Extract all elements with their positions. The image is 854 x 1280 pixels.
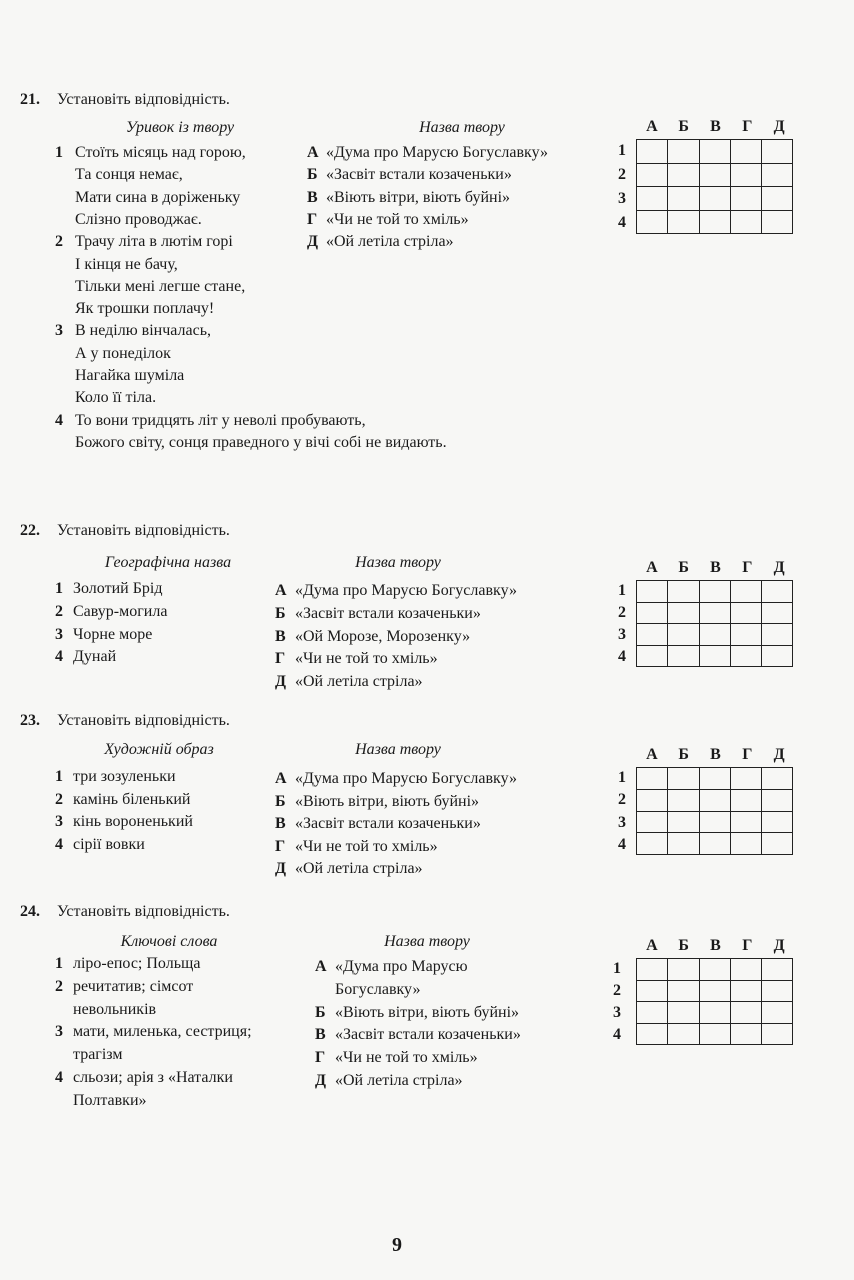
answer-grid-row-label: 2 bbox=[618, 166, 626, 183]
answer-cell[interactable] bbox=[730, 140, 761, 164]
answer-cell[interactable] bbox=[730, 602, 761, 624]
answer-cell[interactable] bbox=[637, 768, 668, 790]
left-item-text: сльози; арія з «Наталки bbox=[73, 1069, 233, 1086]
answer-grid-column-label: Д bbox=[773, 937, 785, 954]
right-item-letter: В bbox=[275, 815, 286, 833]
answer-cell[interactable] bbox=[730, 959, 761, 981]
answer-cell[interactable] bbox=[699, 1002, 730, 1024]
left-item-number: 4 bbox=[55, 1069, 63, 1086]
left-item-text: І кінця не бачу, bbox=[75, 255, 178, 273]
answer-cell[interactable] bbox=[699, 163, 730, 187]
answer-grid-row-label: 2 bbox=[618, 791, 626, 809]
question-number: 21. bbox=[20, 91, 40, 108]
left-item-number: 2 bbox=[55, 977, 63, 995]
left-item-text: Полтавки» bbox=[73, 1091, 147, 1109]
right-item-letter: В bbox=[315, 1026, 326, 1044]
right-item-text: «Дума про Марусю Богуславку» bbox=[295, 770, 517, 787]
answer-cell[interactable] bbox=[637, 624, 668, 646]
right-item-text: «Чи не той то хміль» bbox=[335, 1049, 478, 1067]
answer-cell[interactable] bbox=[637, 1002, 668, 1024]
answer-cell[interactable] bbox=[699, 833, 730, 855]
answer-cell[interactable] bbox=[699, 768, 730, 790]
answer-cell[interactable] bbox=[730, 581, 761, 603]
answer-cell[interactable] bbox=[730, 187, 761, 211]
left-item-text: Золотий Брід bbox=[73, 580, 163, 597]
left-item-text: кінь вороненький bbox=[73, 813, 193, 831]
answer-cell[interactable] bbox=[668, 602, 699, 624]
right-item-letter: Д bbox=[307, 233, 319, 251]
right-item-letter: Б bbox=[315, 1003, 326, 1021]
answer-grid-row-label: 4 bbox=[618, 648, 626, 665]
answer-grid-column-label: В bbox=[710, 118, 721, 135]
answer-cell[interactable] bbox=[668, 645, 699, 667]
answer-grid-column-label: Г bbox=[742, 937, 753, 954]
answer-cell[interactable] bbox=[699, 581, 730, 603]
left-item-number: 2 bbox=[55, 790, 63, 808]
answer-cell[interactable] bbox=[730, 833, 761, 855]
right-item-text: «Засвіт встали козаченьки» bbox=[295, 604, 481, 622]
right-column-header: Назва твору bbox=[355, 554, 441, 571]
answer-cell[interactable] bbox=[699, 187, 730, 211]
answer-grid-column-label: В bbox=[710, 937, 721, 954]
answer-grid-column-label: Г bbox=[742, 559, 753, 576]
left-item-text: То вони тридцять літ у неволі пробувають, bbox=[75, 411, 366, 429]
answer-cell[interactable] bbox=[668, 163, 699, 187]
right-item-letter: В bbox=[307, 188, 318, 206]
answer-cell[interactable] bbox=[730, 645, 761, 667]
answer-grid-column-label: А bbox=[646, 559, 658, 576]
right-item-text: «Ой летіла стріла» bbox=[295, 673, 423, 691]
left-item-number: 4 bbox=[55, 411, 63, 429]
answer-grid-column-label: Б bbox=[678, 118, 689, 135]
answer-cell[interactable] bbox=[699, 959, 730, 981]
right-item-text: «Ой летіла стріла» bbox=[326, 233, 454, 251]
answer-grid-row-label: 1 bbox=[613, 960, 621, 977]
left-item-number: 1 bbox=[55, 768, 63, 785]
answer-grid-row-label: 3 bbox=[618, 190, 626, 207]
right-column-header: Назва твору bbox=[355, 741, 441, 758]
answer-cell[interactable] bbox=[762, 624, 793, 646]
right-item-letter: В bbox=[275, 627, 286, 645]
answer-grid-column-label: А bbox=[646, 937, 658, 954]
left-item-text: Коло її тіла. bbox=[75, 389, 157, 407]
right-item-letter: Б bbox=[275, 604, 286, 622]
answer-cell[interactable] bbox=[762, 581, 793, 603]
left-item-text: Стоїть місяць над горою, bbox=[75, 144, 246, 161]
answer-cell[interactable] bbox=[762, 1023, 793, 1045]
answer-cell[interactable] bbox=[668, 789, 699, 811]
left-item-number: 2 bbox=[55, 233, 63, 251]
answer-cell[interactable] bbox=[668, 811, 699, 833]
answer-cell[interactable] bbox=[637, 811, 668, 833]
right-item-text: «Дума про Марусю bbox=[335, 958, 468, 975]
answer-cell[interactable] bbox=[637, 602, 668, 624]
answer-cell[interactable] bbox=[730, 811, 761, 833]
left-item-text: камінь біленький bbox=[73, 790, 191, 808]
answer-cell[interactable] bbox=[762, 811, 793, 833]
right-item-letter: Д bbox=[315, 1072, 327, 1089]
answer-grid-column-label: В bbox=[710, 746, 721, 763]
right-item-text: Богуславку» bbox=[335, 980, 421, 998]
answer-cell[interactable] bbox=[637, 1023, 668, 1045]
right-column-header: Назва твору bbox=[384, 933, 470, 950]
right-item-text: «Віють вітри, віють буйні» bbox=[326, 188, 511, 206]
left-item-text: три зозуленьки bbox=[73, 768, 176, 785]
left-item-text: Слізно проводжає. bbox=[75, 210, 202, 228]
answer-cell[interactable] bbox=[762, 140, 793, 164]
answer-grid-row-label: 3 bbox=[618, 813, 626, 831]
answer-cell[interactable] bbox=[637, 140, 668, 164]
answer-cell[interactable] bbox=[762, 1002, 793, 1024]
right-item-letter: Г bbox=[275, 837, 286, 855]
answer-cell[interactable] bbox=[730, 789, 761, 811]
answer-cell[interactable] bbox=[668, 959, 699, 981]
answer-cell[interactable] bbox=[730, 1023, 761, 1045]
answer-grid-row-label: 4 bbox=[618, 214, 626, 231]
answer-cell[interactable] bbox=[668, 1002, 699, 1024]
left-column-header: Географічна назва bbox=[104, 554, 232, 571]
answer-cell[interactable] bbox=[762, 789, 793, 811]
right-item-letter: А bbox=[275, 582, 287, 599]
answer-grid-row-label: 2 bbox=[618, 604, 626, 621]
answer-cell[interactable] bbox=[637, 210, 668, 234]
answer-cell[interactable] bbox=[762, 959, 793, 981]
right-item-letter: Б bbox=[307, 166, 318, 184]
answer-cell[interactable] bbox=[762, 163, 793, 187]
answer-grid-column-label: А bbox=[646, 746, 658, 763]
right-item-letter: А bbox=[275, 770, 287, 787]
answer-cell[interactable] bbox=[668, 833, 699, 855]
answer-cell[interactable] bbox=[668, 980, 699, 1002]
right-item-text: «Ой летіла стріла» bbox=[335, 1072, 463, 1089]
left-item-text: ліро-епос; Польща bbox=[73, 955, 201, 972]
right-item-text: «Ой летіла стріла» bbox=[295, 860, 423, 878]
answer-grid-row-label: 1 bbox=[618, 769, 626, 787]
left-item-text: Тільки мені легше стане, bbox=[75, 277, 246, 295]
answer-cell[interactable] bbox=[730, 163, 761, 187]
answer-cell[interactable] bbox=[699, 789, 730, 811]
left-item-text: Мати сина в доріженьку bbox=[75, 188, 241, 206]
left-item-text: Як трошки поплачу! bbox=[75, 300, 215, 318]
question-instruction: Установіть відповідність. bbox=[57, 712, 230, 729]
right-item-letter: Г bbox=[307, 210, 318, 228]
answer-cell[interactable] bbox=[730, 1002, 761, 1024]
right-item-text: «Віють вітри, віють буйні» bbox=[335, 1003, 520, 1021]
answer-grid-column-label: В bbox=[710, 559, 721, 576]
left-item-number: 1 bbox=[55, 144, 63, 161]
answer-cell[interactable] bbox=[668, 1023, 699, 1045]
answer-cell[interactable] bbox=[637, 980, 668, 1002]
answer-grid-row-label: 3 bbox=[613, 1004, 621, 1021]
question-number: 24. bbox=[20, 903, 40, 920]
left-item-number: 3 bbox=[55, 1023, 63, 1041]
left-item-text: Дунай bbox=[73, 648, 117, 666]
answer-cell[interactable] bbox=[699, 645, 730, 667]
right-item-text: «Засвіт встали козаченьки» bbox=[326, 166, 512, 184]
answer-grid[interactable] bbox=[636, 958, 793, 1045]
question-instruction: Установіть відповідність. bbox=[57, 522, 230, 539]
answer-cell[interactable] bbox=[699, 624, 730, 646]
answer-cell[interactable] bbox=[668, 140, 699, 164]
answer-cell[interactable] bbox=[637, 163, 668, 187]
answer-grid-column-label: Б bbox=[678, 746, 689, 763]
left-item-text: сірії вовки bbox=[73, 835, 145, 853]
left-column-header: Ключові слова bbox=[120, 933, 218, 950]
right-item-text: «Чи не той то хміль» bbox=[295, 837, 438, 855]
right-item-text: «Дума про Марусю Богуславку» bbox=[295, 582, 517, 599]
answer-grid[interactable] bbox=[636, 580, 793, 667]
answer-grid-column-label: Д bbox=[773, 118, 785, 135]
left-item-number: 1 bbox=[55, 580, 63, 597]
answer-cell[interactable] bbox=[637, 833, 668, 855]
answer-cell[interactable] bbox=[699, 602, 730, 624]
answer-grid-column-label: А bbox=[646, 118, 658, 135]
answer-grid-column-label: Г bbox=[742, 118, 753, 135]
left-column-header: Художній образ bbox=[104, 741, 214, 758]
answer-cell[interactable] bbox=[762, 602, 793, 624]
answer-grid-column-label: Д bbox=[773, 746, 785, 763]
left-item-text: Та сонця немає, bbox=[75, 166, 183, 184]
left-item-text: Трачу літа в лютім горі bbox=[75, 233, 233, 251]
question-instruction: Установіть відповідність. bbox=[57, 91, 230, 108]
answer-grid-row-label: 2 bbox=[613, 982, 621, 999]
answer-cell[interactable] bbox=[762, 768, 793, 790]
answer-cell[interactable] bbox=[668, 624, 699, 646]
right-item-text: «Засвіт встали козаченьки» bbox=[295, 815, 481, 833]
answer-cell[interactable] bbox=[730, 768, 761, 790]
answer-cell[interactable] bbox=[730, 624, 761, 646]
answer-cell[interactable] bbox=[730, 980, 761, 1002]
left-item-text: мати, миленька, сестриця; bbox=[73, 1023, 252, 1041]
right-item-text: «Чи не той то хміль» bbox=[326, 210, 469, 228]
answer-cell[interactable] bbox=[637, 789, 668, 811]
left-item-text: А у понеділок bbox=[75, 344, 171, 362]
answer-cell[interactable] bbox=[762, 833, 793, 855]
answer-cell[interactable] bbox=[637, 959, 668, 981]
left-item-text: Чорне море bbox=[73, 625, 153, 643]
right-item-letter: Б bbox=[275, 792, 286, 810]
answer-grid-column-label: Б bbox=[678, 937, 689, 954]
right-item-letter: Г bbox=[275, 650, 286, 668]
answer-grid-column-label: Б bbox=[678, 559, 689, 576]
left-item-number: 2 bbox=[55, 602, 63, 620]
answer-cell[interactable] bbox=[637, 645, 668, 667]
right-item-text: «Віють вітри, віють буйні» bbox=[295, 792, 480, 810]
answer-cell[interactable] bbox=[699, 140, 730, 164]
answer-grid-row-label: 4 bbox=[618, 836, 626, 854]
answer-cell[interactable] bbox=[668, 581, 699, 603]
left-item-number: 3 bbox=[55, 625, 63, 643]
left-item-text: Божого світу, сонця праведного у вічі собі не видають. bbox=[75, 433, 447, 451]
left-item-text: Нагайка шуміла bbox=[75, 367, 185, 384]
answer-cell[interactable] bbox=[699, 210, 730, 234]
left-column-header: Уривок із твору bbox=[125, 119, 235, 136]
answer-cell[interactable] bbox=[762, 187, 793, 211]
right-item-letter: Г bbox=[315, 1049, 326, 1067]
right-column-header: Назва твору bbox=[419, 119, 505, 136]
answer-cell[interactable] bbox=[668, 210, 699, 234]
answer-cell[interactable] bbox=[762, 645, 793, 667]
answer-grid[interactable] bbox=[636, 767, 793, 855]
question-number: 22. bbox=[20, 522, 40, 539]
right-item-letter: Д bbox=[275, 860, 287, 878]
page-number: 9 bbox=[392, 1234, 402, 1256]
answer-cell[interactable] bbox=[637, 187, 668, 211]
question-number: 23. bbox=[20, 712, 40, 729]
answer-grid-row-label: 1 bbox=[618, 582, 626, 599]
answer-cell[interactable] bbox=[762, 210, 793, 234]
left-item-text: невольників bbox=[73, 1000, 157, 1018]
right-item-text: «Ой Морозе, Морозенку» bbox=[295, 627, 471, 645]
left-item-number: 1 bbox=[55, 955, 63, 972]
answer-grid-row-label: 1 bbox=[618, 142, 626, 159]
answer-cell[interactable] bbox=[699, 1023, 730, 1045]
answer-cell[interactable] bbox=[668, 768, 699, 790]
answer-grid[interactable] bbox=[636, 139, 793, 234]
answer-grid-row-label: 4 bbox=[613, 1026, 621, 1043]
left-item-text: Савур-могила bbox=[73, 602, 168, 620]
left-item-text: трагізм bbox=[73, 1046, 123, 1064]
left-item-number: 4 bbox=[55, 835, 63, 853]
left-item-text: В неділю вінчалась, bbox=[75, 322, 211, 340]
left-item-text: речитатив; сімсот bbox=[73, 977, 194, 995]
question-instruction: Установіть відповідність. bbox=[57, 903, 230, 920]
right-item-letter: А bbox=[315, 958, 327, 975]
answer-grid-column-label: Г bbox=[742, 746, 753, 763]
right-item-text: «Дума про Марусю Богуславку» bbox=[326, 144, 548, 161]
answer-cell[interactable] bbox=[699, 980, 730, 1002]
right-item-text: «Засвіт встали козаченьки» bbox=[335, 1026, 521, 1044]
left-item-number: 4 bbox=[55, 648, 63, 666]
answer-cell[interactable] bbox=[699, 811, 730, 833]
answer-grid-column-label: Д bbox=[773, 559, 785, 576]
left-item-number: 3 bbox=[55, 322, 63, 340]
left-item-number: 3 bbox=[55, 813, 63, 831]
answer-cell[interactable] bbox=[637, 581, 668, 603]
answer-cell[interactable] bbox=[730, 210, 761, 234]
right-item-letter: Д bbox=[275, 673, 287, 691]
right-item-text: «Чи не той то хміль» bbox=[295, 650, 438, 668]
right-item-letter: А bbox=[307, 144, 319, 161]
answer-grid-row-label: 3 bbox=[618, 626, 626, 643]
answer-cell[interactable] bbox=[668, 187, 699, 211]
answer-cell[interactable] bbox=[762, 980, 793, 1002]
